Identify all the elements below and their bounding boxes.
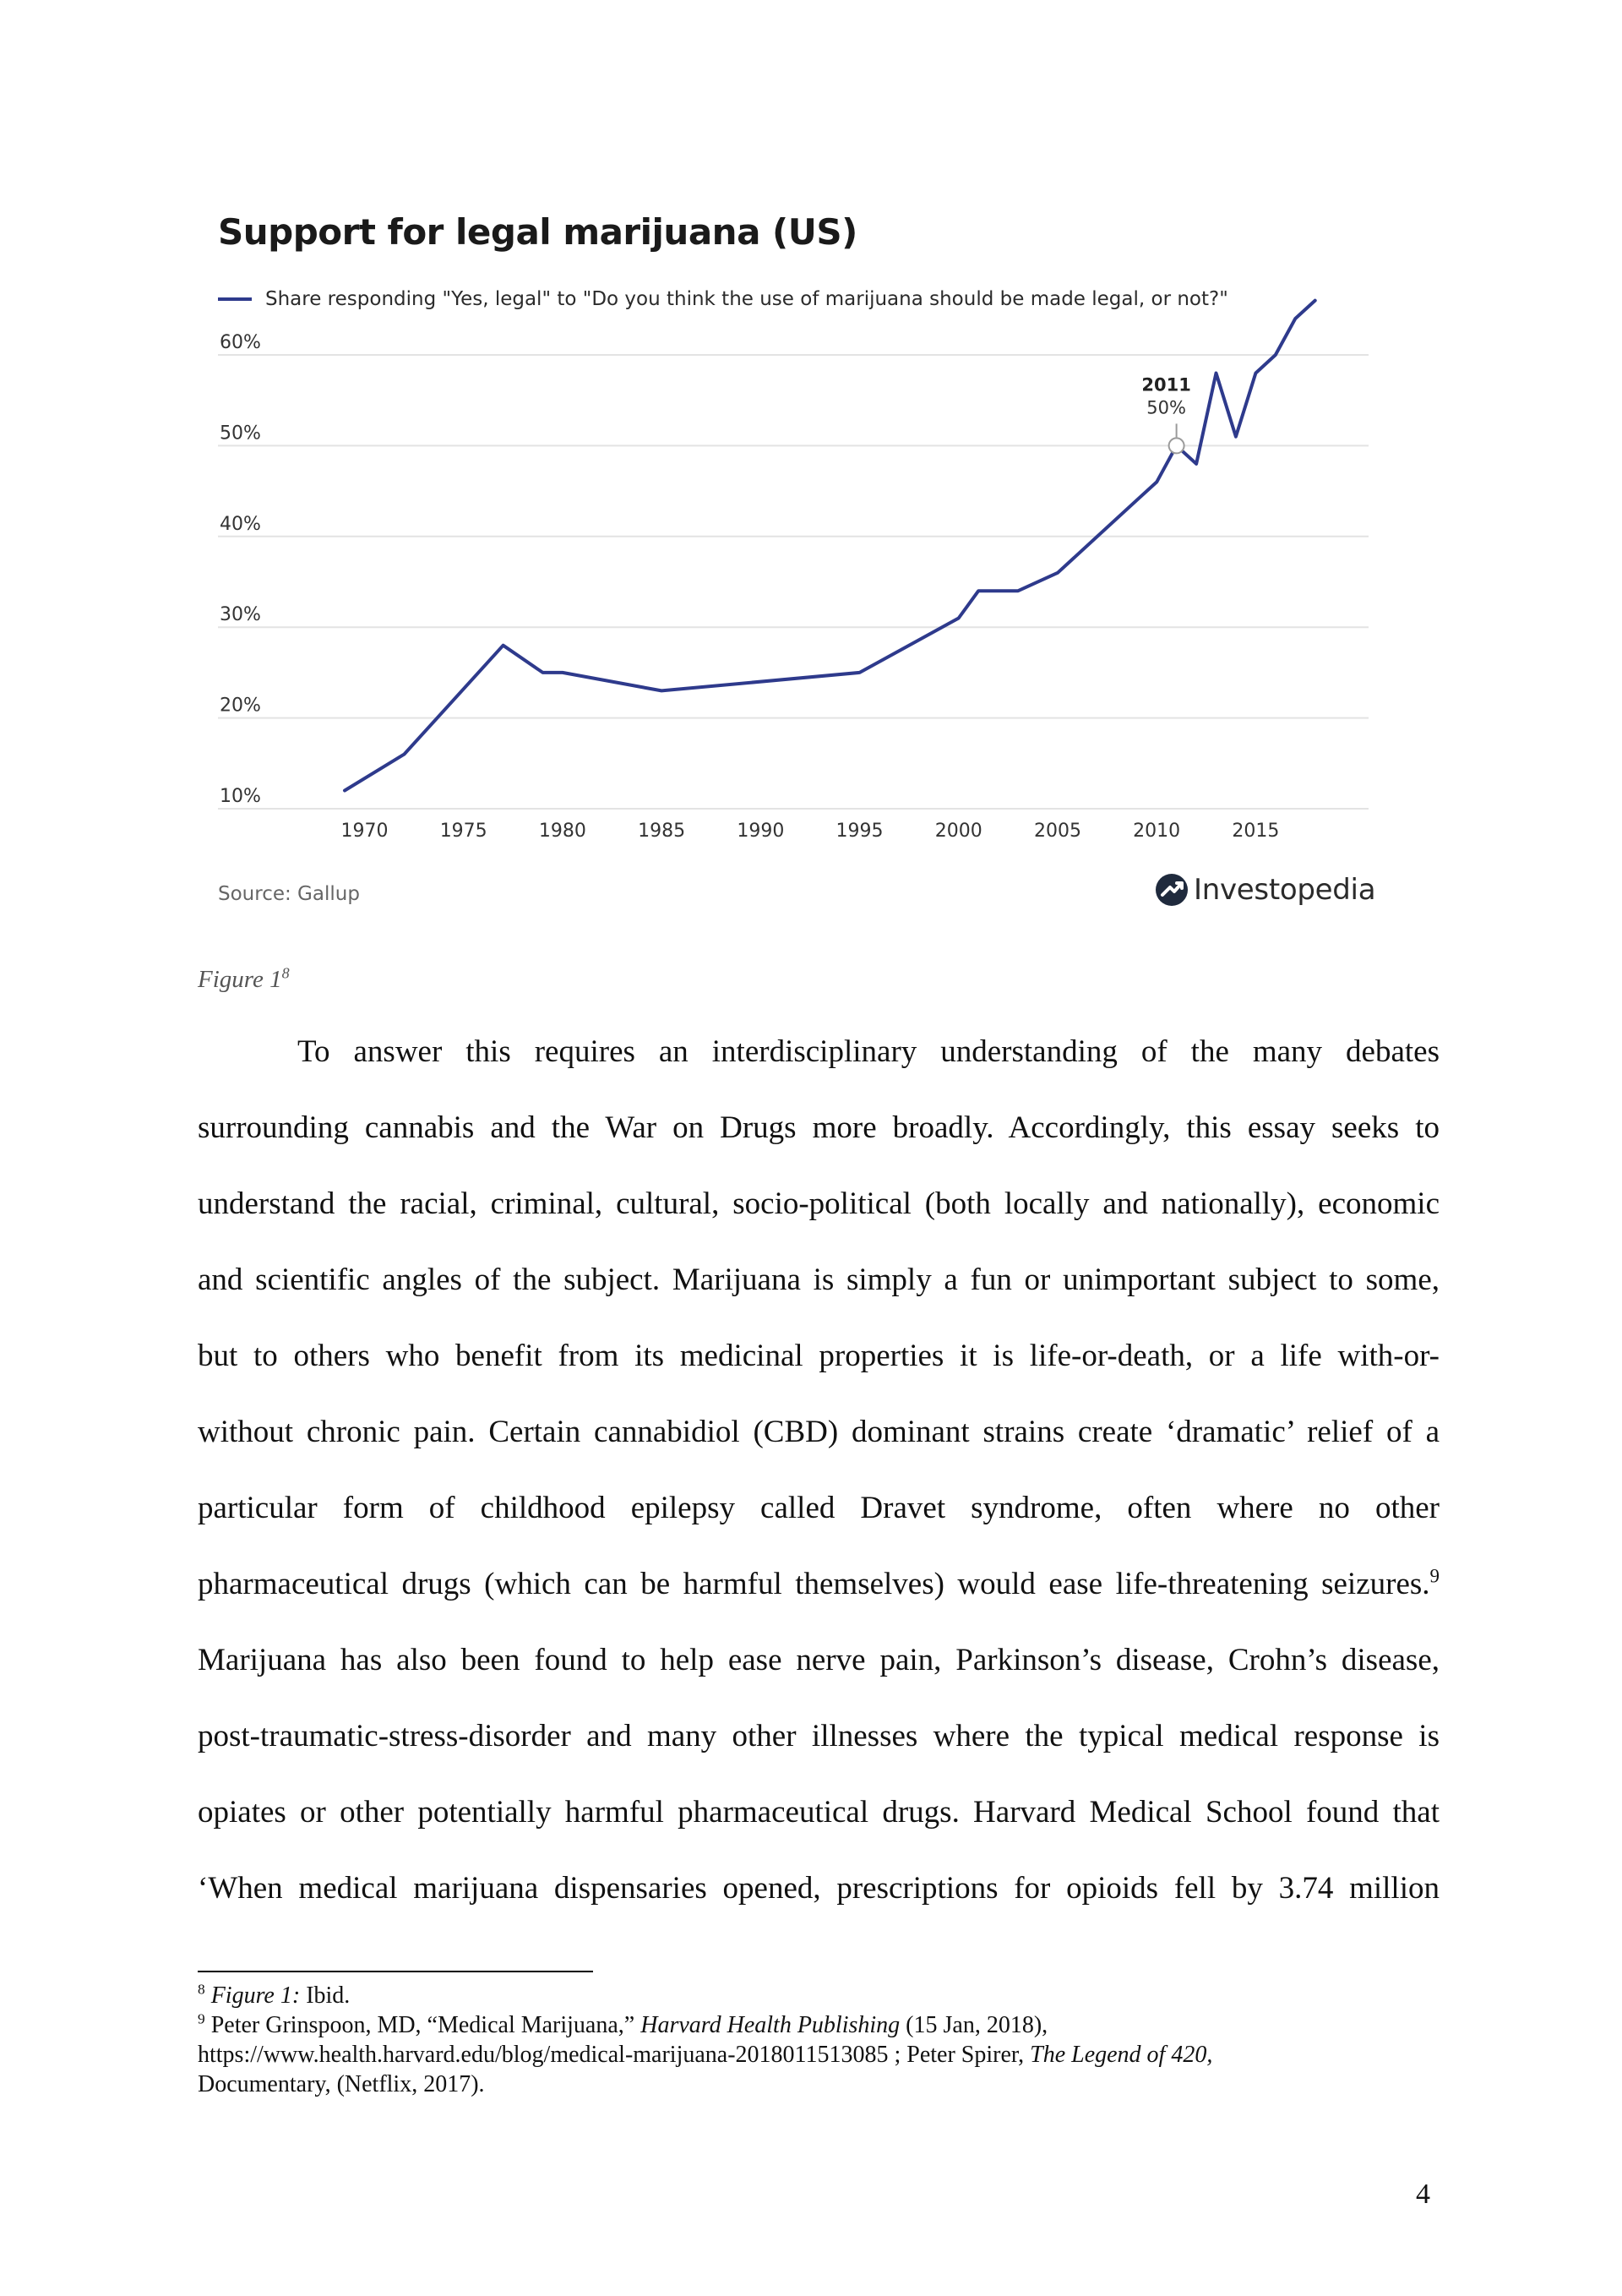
legend-label: Share responding "Yes, legal" to "Do you think the use of marijuana should be made legal, or not?" — [265, 288, 1228, 310]
investopedia-logo — [1155, 869, 1375, 911]
y-tick-label: 20% — [220, 695, 261, 717]
footnote-8 — [198, 1981, 1448, 2010]
x-tick-label: 2015 — [1232, 821, 1280, 842]
body-line: opiates or other potentially harmful pharmaceutical drugs. Harvard Medical School found that — [198, 1795, 1440, 1830]
footnote-8-number: 8 — [198, 1981, 205, 1998]
footnote-9-cont — [198, 2040, 1448, 2070]
y-tick-label: 50% — [220, 423, 261, 444]
body-line-with-note — [198, 1546, 1440, 1622]
footnote-8-text: Ibid. — [300, 1982, 351, 2009]
footnote-9-end: Documentary, (Netflix, 2017). — [198, 2071, 485, 2097]
body-line: without chronic pain. Certain cannabidiol (CBD) dominant strains create ‘dramatic’ relief of a — [198, 1415, 1440, 1449]
chart-source: Source: Gallup — [218, 883, 360, 905]
figure-caption-text: Figure 1 — [198, 966, 282, 993]
line-chart — [0, 0, 1622, 938]
y-tick-label: 40% — [220, 513, 261, 535]
footnote-9-number: 9 — [198, 2010, 205, 2027]
body-line-text: pharmaceutical drugs (which can be harmful themselves) would ease life-threatening seizures. — [198, 1567, 1430, 1601]
body-paragraph — [198, 1014, 1440, 1927]
body-line: ‘When medical marijuana dispensaries opened, prescriptions for opioids fell by 3.74 million — [198, 1871, 1440, 1906]
x-tick-label: 1995 — [835, 821, 884, 842]
investopedia-logo-icon — [1155, 873, 1189, 907]
footnote-8-italic: Figure 1: — [210, 1982, 301, 2009]
footnote-ref-9: 9 — [1429, 1565, 1440, 1587]
annotation-year: 2011 — [1141, 374, 1191, 395]
x-tick-label: 2010 — [1133, 821, 1181, 842]
y-tick-label: 10% — [220, 786, 261, 807]
annotation-marker — [1169, 438, 1184, 453]
body-line: but to others who benefit from its medicinal properties it is life-or-death, or a life with-or- — [198, 1339, 1440, 1373]
body-line: understand the racial, criminal, cultural, socio-political (both locally and nationally), economic — [198, 1186, 1440, 1221]
footnote-9 — [198, 2010, 1448, 2040]
y-tick-label: 30% — [220, 604, 261, 626]
annotation-value: 50% — [1146, 397, 1186, 418]
x-tick-label: 1970 — [340, 821, 389, 842]
x-tick-label: 1985 — [638, 821, 686, 842]
x-tick-label: 1975 — [439, 821, 487, 842]
footnote-divider — [198, 1971, 593, 1972]
page-number: 4 — [1416, 2179, 1430, 2210]
body-line: and scientific angles of the subject. Marijuana is simply a fun or unimportant subject to some, — [198, 1263, 1440, 1297]
footnote-9-part-c: (15 Jan, 2018), — [900, 2012, 1048, 2038]
footnote-9-url: https://www.health.harvard.edu/blog/medical-marijuana-2018011513085 ; Peter Spirer, — [198, 2042, 1031, 2068]
footnote-9-part-a: Peter Grinspoon, MD, “Medical Marijuana,” — [210, 2012, 641, 2038]
figure-caption-note: 8 — [281, 964, 290, 982]
body-line: particular form of childhood epilepsy called Dravet syndrome, often where no other — [198, 1491, 1440, 1525]
footnote-9-film: The Legend of 420, — [1030, 2042, 1213, 2068]
body-line: To answer this requires an interdisciplinary understanding of the many debates — [297, 1034, 1440, 1069]
logo-wordmark: Investopedia — [1194, 873, 1376, 907]
body-line: Marijuana has also been found to help ease nerve pain, Parkinson’s disease, Crohn’s disease, — [198, 1643, 1440, 1677]
footnote-9-publication: Harvard Health Publishing — [640, 2012, 901, 2038]
x-tick-label: 1980 — [538, 821, 586, 842]
figure-caption — [198, 966, 290, 994]
x-tick-label: 2005 — [1033, 821, 1081, 842]
body-line: post-traumatic-stress-disorder and many other illnesses where the typical medical response is — [198, 1719, 1440, 1753]
y-tick-label: 60% — [220, 332, 261, 353]
body-line: surrounding cannabis and the War on Drugs more broadly. Accordingly, this essay seeks to — [198, 1110, 1440, 1145]
x-tick-label: 1990 — [737, 821, 785, 842]
footnotes — [198, 1981, 1448, 2099]
x-tick-label: 2000 — [934, 821, 982, 842]
chart-title: Support for legal marijuana (US) — [218, 211, 857, 253]
